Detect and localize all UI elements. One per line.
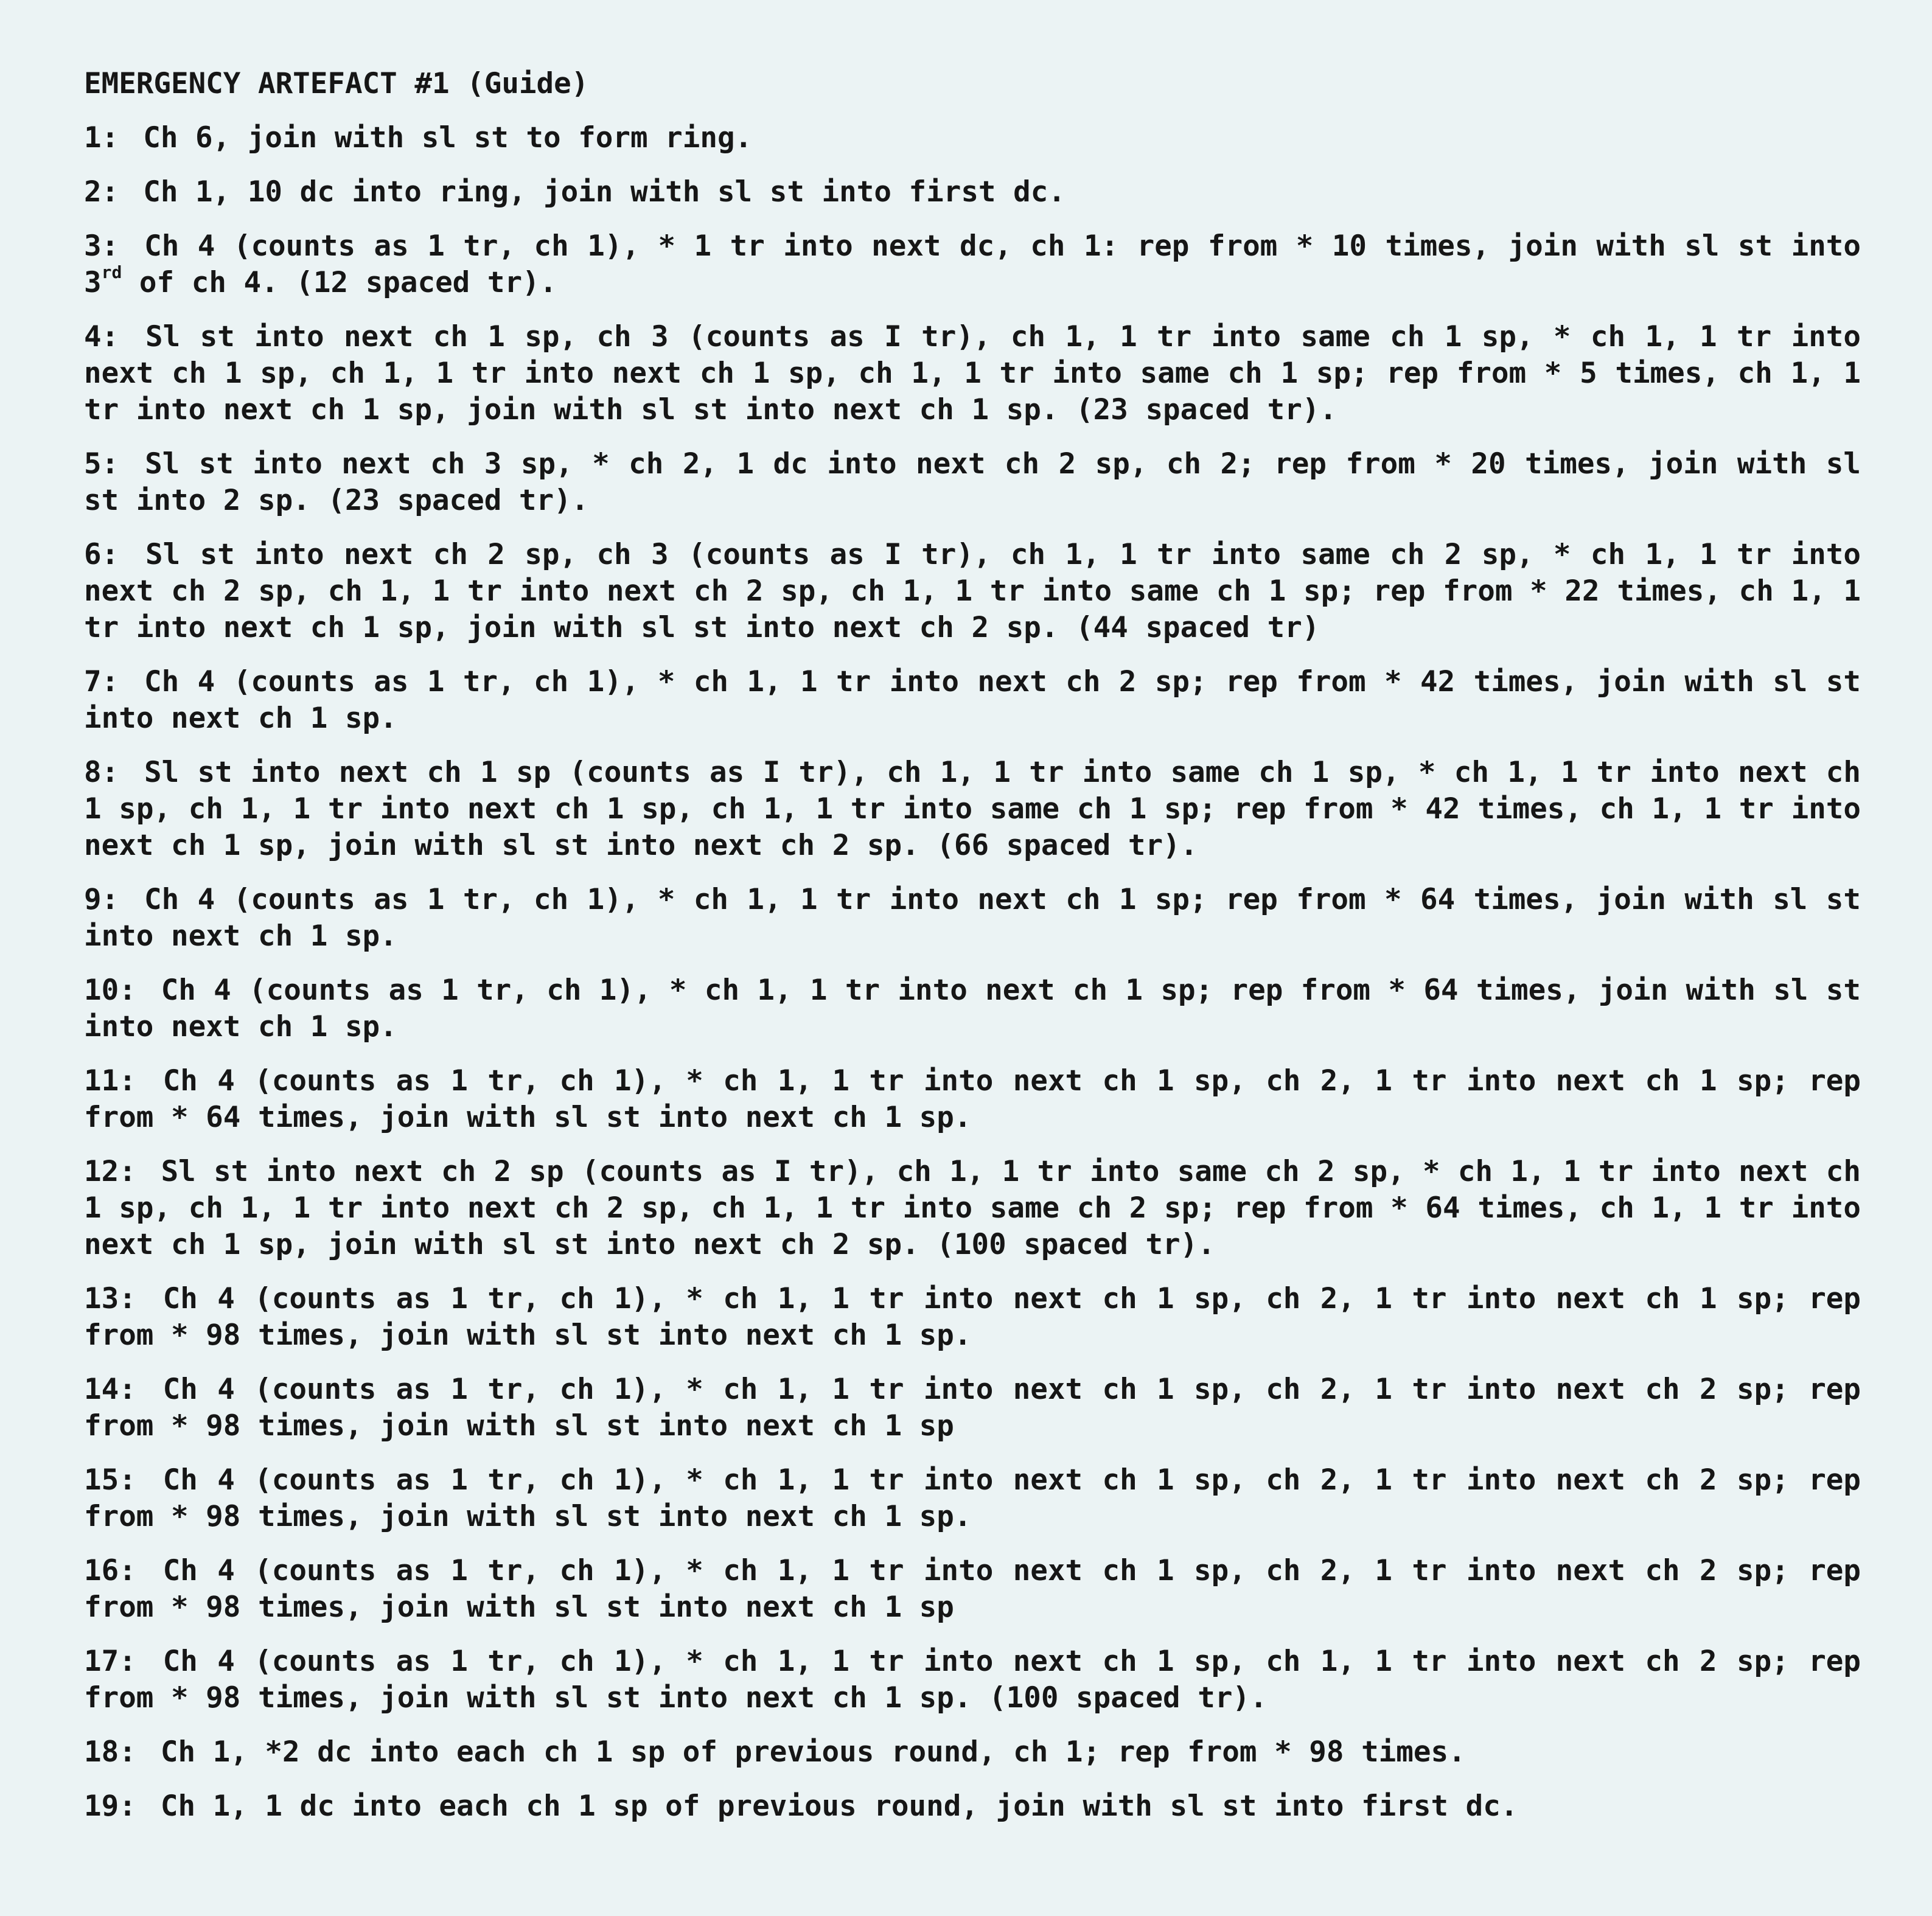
round-instructions: Sl st into next ch 2 sp, ch 3 (counts as I tr), ch 1, 1 tr into same ch 2 sp, * ch 1, 1 tr into next ch 2 sp, ch 1, 1 tr into next ch 2 sp, ch 1, 1 tr into same ch 1 sp; rep from * 22 times, ch 1, 1 tr into next ch 1 sp, join with sl st into next ch 2 sp. (44 spaced tr) (84, 538, 1878, 644)
round-18 (84, 1734, 1861, 1771)
round-instructions: Ch 4 (counts as 1 tr, ch 1), * ch 1, 1 tr into next ch 1 sp, ch 2, 1 tr into next ch 2 sp; rep from * 98 times, join with sl st into next ch 1 sp (84, 1554, 1878, 1624)
round-17 (84, 1643, 1878, 1716)
round-number: 6: (84, 538, 119, 571)
round-number: 8: (84, 756, 119, 789)
round-instructions: Ch 4 (counts as 1 tr, ch 1), * ch 1, 1 tr into next ch 1 sp, ch 2, 1 tr into next ch 2 sp; rep from * 98 times, join with sl st into next ch 1 sp (84, 1373, 1878, 1443)
round-number: 19: (84, 1789, 136, 1823)
round-number: 14: (84, 1373, 136, 1406)
round-number: 13: (84, 1282, 136, 1315)
round-instructions: Ch 4 (counts as 1 tr, ch 1), * ch 1, 1 tr into next ch 1 sp; rep from * 64 times, join with sl st into next ch 1 sp. (84, 974, 1878, 1043)
round-3 (84, 228, 1878, 301)
round-number: 9: (84, 883, 119, 916)
round-number: 16: (84, 1554, 136, 1587)
round-16 (84, 1553, 1878, 1626)
round-19 (84, 1788, 1861, 1825)
round-number: 18: (84, 1735, 136, 1769)
round-2 (84, 174, 1861, 211)
round-instructions: Ch 1, *2 dc into each ch 1 sp of previous round, ch 1; rep from * 98 times. (160, 1735, 1466, 1769)
round-number: 5: (84, 447, 119, 481)
round-instructions: Ch 4 (counts as 1 tr, ch 1), * ch 1, 1 tr into next ch 1 sp, ch 2, 1 tr into next ch 1 sp; rep from * 98 times, join with sl st into next ch 1 sp. (84, 1282, 1878, 1352)
round-number: 15: (84, 1463, 136, 1497)
round-7 (84, 664, 1878, 737)
round-instructions: Ch 4 (counts as 1 tr, ch 1), * ch 1, 1 tr into next ch 1 sp, ch 1, 1 tr into next ch 2 sp; rep from * 98 times, join with sl st into next ch 1 sp. (100 spaced tr). (84, 1645, 1878, 1715)
round-6 (84, 537, 1878, 646)
round-9 (84, 882, 1878, 955)
round-number: 4: (84, 320, 119, 354)
round-instructions: Ch 6, join with sl st to form ring. (143, 121, 753, 155)
round-instructions: Sl st into next ch 1 sp (counts as I tr), ch 1, 1 tr into same ch 1 sp, * ch 1, 1 tr into next ch 1 sp, ch 1, 1 tr into next ch 1 sp, ch 1, 1 tr into same ch 1 sp; rep from * 42 times, ch 1, 1 tr into next ch 1 sp, join with sl st into next ch 2 sp. (66 spaced tr). (84, 756, 1878, 862)
round-number: 11: (84, 1064, 136, 1098)
round-instructions-continued: of ch 4. (12 spaced tr). (122, 266, 557, 299)
round-1 (84, 120, 1861, 156)
round-number: 10: (84, 974, 136, 1007)
round-12 (84, 1154, 1878, 1263)
round-8 (84, 754, 1878, 864)
round-15 (84, 1462, 1878, 1535)
round-instructions: Sl st into next ch 3 sp, * ch 2, 1 dc into next ch 2 sp, ch 2; rep from * 20 times, join with sl st into 2 sp. (23 spaced tr). (84, 447, 1878, 517)
round-instructions: Ch 4 (counts as 1 tr, ch 1), * ch 1, 1 tr into next ch 1 sp; rep from * 64 times, join with sl st into next ch 1 sp. (84, 883, 1878, 953)
round-14 (84, 1371, 1878, 1444)
round-instructions: Ch 4 (counts as 1 tr, ch 1), * ch 1, 1 tr into next ch 1 sp, ch 2, 1 tr into next ch 2 sp; rep from * 98 times, join with sl st into next ch 1 sp. (84, 1463, 1878, 1533)
round-11 (84, 1063, 1878, 1136)
pattern-document (84, 66, 1878, 1842)
round-instructions: Ch 4 (counts as 1 tr, ch 1), * ch 1, 1 tr into next ch 2 sp; rep from * 42 times, join with sl st into next ch 1 sp. (84, 665, 1878, 735)
ordinal-superscript: rd (101, 262, 122, 283)
round-number: 3: (84, 229, 119, 263)
round-number: 12: (84, 1155, 136, 1188)
round-number: 17: (84, 1645, 136, 1678)
round-4 (84, 319, 1878, 428)
round-instructions: Ch 4 (counts as 1 tr, ch 1), * 1 tr into next dc, ch 1: rep from * 10 times, join with sl st into 3 (84, 229, 1878, 299)
round-13 (84, 1281, 1878, 1354)
round-instructions: Ch 1, 1 dc into each ch 1 sp of previous round, join with sl st into first dc. (160, 1789, 1518, 1823)
round-10 (84, 972, 1878, 1045)
round-number: 7: (84, 665, 119, 698)
round-instructions: Sl st into next ch 2 sp (counts as I tr), ch 1, 1 tr into same ch 2 sp, * ch 1, 1 tr into next ch 1 sp, ch 1, 1 tr into next ch 2 sp, ch 1, 1 tr into same ch 2 sp; rep from * 64 times, ch 1, 1 tr into next ch 1 sp, join with sl st into next ch 2 sp. (100 spaced tr). (84, 1155, 1878, 1261)
round-5 (84, 446, 1878, 519)
round-instructions: Ch 4 (counts as 1 tr, ch 1), * ch 1, 1 tr into next ch 1 sp, ch 2, 1 tr into next ch 1 sp; rep from * 64 times, join with sl st into next ch 1 sp. (84, 1064, 1878, 1134)
round-instructions: Sl st into next ch 1 sp, ch 3 (counts as I tr), ch 1, 1 tr into same ch 1 sp, * ch 1, 1 tr into next ch 1 sp, ch 1, 1 tr into next ch 1 sp, ch 1, 1 tr into same ch 1 sp; rep from * 5 times, ch 1, 1 tr into next ch 1 sp, join with sl st into next ch 1 sp. (23 spaced tr). (84, 320, 1878, 427)
document-title: EMERGENCY ARTEFACT #1 (Guide) (84, 67, 589, 100)
round-instructions: Ch 1, 10 dc into ring, join with sl st into first dc. (143, 175, 1065, 209)
round-number: 1: (84, 121, 119, 155)
round-number: 2: (84, 175, 119, 209)
